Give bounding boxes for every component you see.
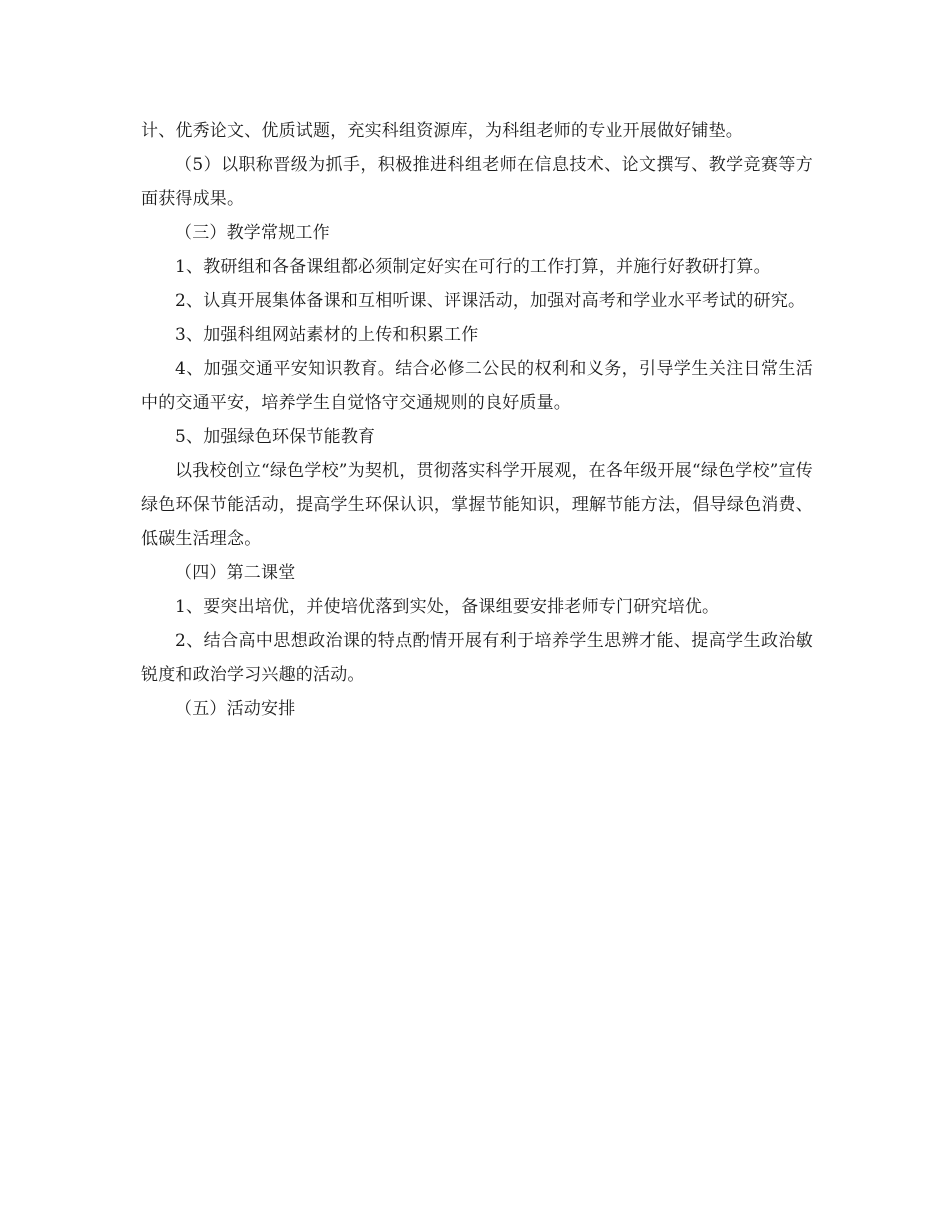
section-heading-5: （五）活动安排 (175, 699, 296, 719)
section-heading-3: （三）教学常规工作 (175, 223, 330, 243)
paragraph-continuation: 计、优秀论文、优质试题，充实科组资源库，为科组老师的专业开展做好铺垫。 (141, 121, 743, 141)
paragraph-extracurricular-2: 2、结合高中思想政治课的特点酌情开展有利于培养学生思辨才能、提高学生政治敏锐度和政治学习兴趣的活动。 (141, 631, 813, 685)
paragraph-item-1: 1、教研组和各备课组都必须制定好实在可行的工作打算，并施行好教研打算。 (175, 257, 771, 277)
paragraph-green-school: 以我校创立“绿色学校”为契机，贯彻落实科学开展观，在各年级开展“绿色学校”宣传绿色环保节能活动，提高学生环保认识，掌握节能知识，理解节能方法，倡导绿色消费、低碳生活理念。 (141, 461, 813, 549)
paragraph-item-4: 4、加强交通平安知识教育。结合必修二公民的权利和义务，引导学生关注日常生活中的交通平安，培养学生自觉恪守交通规则的良好质量。 (141, 359, 813, 413)
section-heading-4: （四）第二课堂 (175, 563, 296, 583)
paragraph-item-5: （5）以职称晋级为抓手，积极推进科组老师在信息技术、论文撰写、教学竞赛等方面获得成果。 (141, 155, 813, 209)
paragraph-extracurricular-1: 1、要突出培优，并使培优落到实处，备课组要安排老师专门研究培优。 (175, 597, 720, 617)
paragraph-item-3: 3、加强科组网站素材的上传和积累工作 (175, 325, 479, 345)
document-body (141, 114, 813, 726)
paragraph-item-2: 2、认真开展集体备课和互相听课、评课活动，加强对高考和学业水平考试的研究。 (175, 291, 806, 311)
paragraph-item-5-green: 5、加强绿色环保节能教育 (175, 427, 376, 447)
